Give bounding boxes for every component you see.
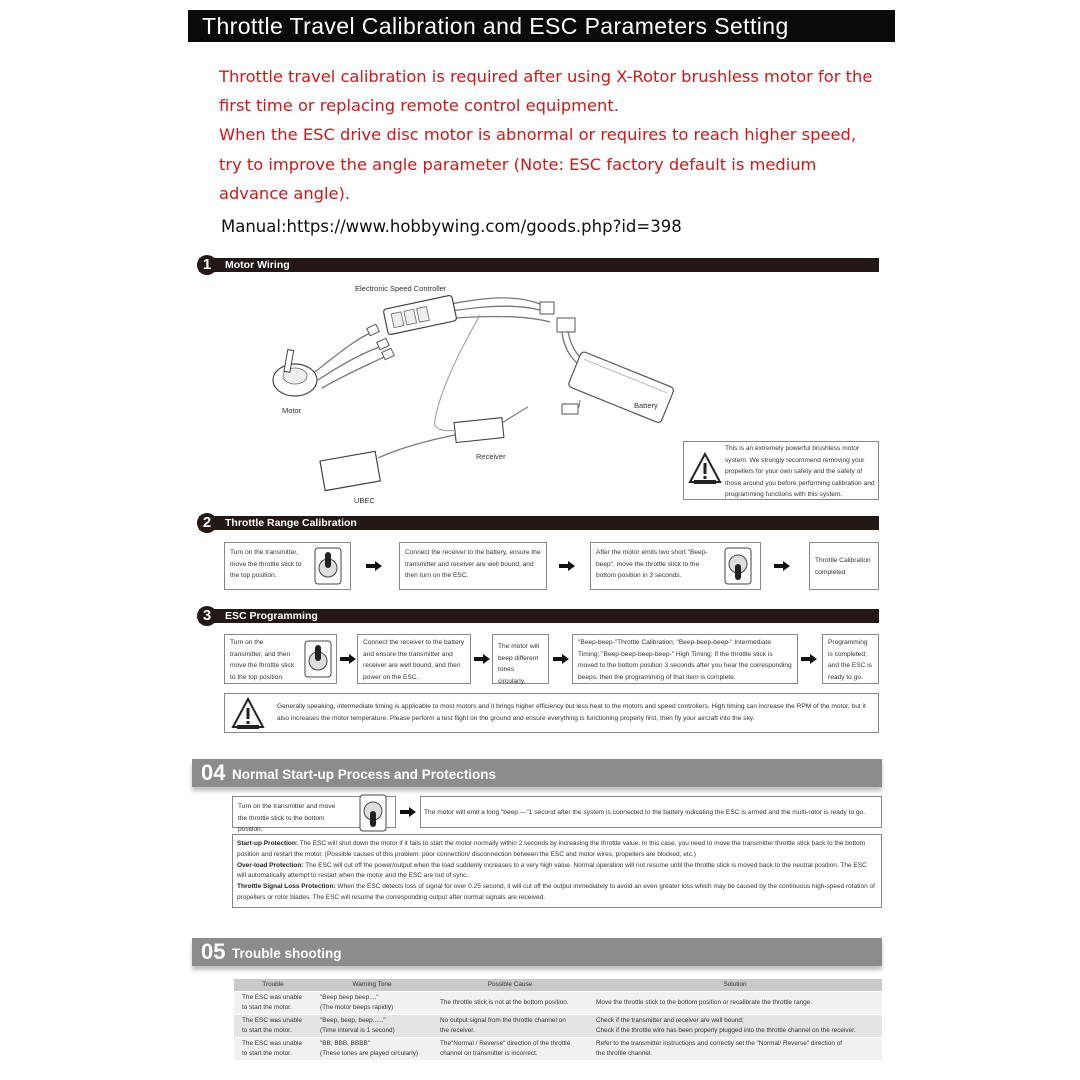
arrow-right-icon xyxy=(553,654,569,664)
step-text: After the motor emits two short "Beep-beep", move the throttle stick to the bottom position in 3 seconds. xyxy=(596,549,708,580)
troubleshooting-table xyxy=(234,979,882,1060)
step-text: Turn on the transmitter, and then move the throttle stick to the top position. xyxy=(230,639,295,681)
section-title: Throttle Range Calibration xyxy=(225,517,357,529)
section-header-troubleshooting xyxy=(192,938,882,966)
calibration-step-4 xyxy=(809,542,879,590)
step-text: Connect the receiver to the battery, ensure the transmitter and receiver are well bound, and then turn on the ESC. xyxy=(405,549,541,580)
programming-step-3 xyxy=(492,634,549,684)
esc-label: Electronic Speed Controller xyxy=(355,284,447,293)
section-title: Motor Wiring xyxy=(225,259,290,271)
tone-cell: "Beep, beep, beep......" (Time interval is 1 second) xyxy=(312,1014,432,1037)
warning-icon xyxy=(231,697,265,731)
arrow-right-icon xyxy=(559,561,575,571)
section-number: 1 xyxy=(197,255,217,275)
section-number: 3 xyxy=(197,606,217,626)
startup-step-2 xyxy=(420,796,882,828)
column-header: Possible Cause xyxy=(432,979,588,991)
arrow-right-icon xyxy=(801,654,817,664)
column-header: Solution xyxy=(588,979,882,991)
arrow-right-icon xyxy=(340,654,356,664)
throttle-stick-down-icon xyxy=(723,546,753,586)
note-2: When the ESC drive disc motor is abnormal or requires to reach higher speed, try to improve the angle parameter (Note: ESC factory default is medium advance angle). xyxy=(219,125,856,203)
protection-label: Over-load Protection: xyxy=(237,861,304,869)
section-title: Trouble shooting xyxy=(232,946,342,961)
timing-note-text: Generally speaking, intermediate timing is applicable to most motors and it brings higher efficiency but less heat to the motors and speed controllers. High timing can increase the RPM of the motor, but it also increases the motor temperature. Please perform a test flight on the ground and ensure everything is functioning properly first, then fly your aircraft into the sky. xyxy=(277,703,866,722)
motor-label: Motor xyxy=(282,406,302,415)
trouble-cell: The ESC was unable to start the motor. xyxy=(234,1014,312,1037)
arrow-right-icon xyxy=(474,654,490,664)
protection-label: Start-up Protection: xyxy=(237,840,299,847)
throttle-stick-down-icon xyxy=(358,793,388,833)
step-text: Throttle Calibration completed xyxy=(815,557,871,576)
warning-text: This is an extremely powerful brushless motor system. We strongly recommend removing your propellers for your own safety and the safety of those around you before performing calibration and programming functions with this system. xyxy=(725,445,875,498)
step-text: Turn on the transmitter, move the throttle stick to the top position. xyxy=(230,549,302,580)
timing-note-box xyxy=(224,693,879,733)
protection-text: The ESC will shut down the motor if it fails to start the motor normally within 2 seconds by increasing the throttle value. In this case, you need to move the transmitter throttle stick back to the bottom position and restart the motor. (Possible causes of this problem: poor connection/ disconnection between the ESC and motor wires, propellers are blocked, etc.) xyxy=(237,840,866,858)
warning-icon xyxy=(688,452,722,486)
tone-cell: "BB, BBB, BBBB" (These tones are played circularly) xyxy=(312,1037,432,1060)
step-text: The motor will emit a long "beep —"1 second after the system is connected to the battery indicating the ESC is armed and the multi-rotor is ready to go. xyxy=(424,809,866,816)
step-text: The motor will beep different tones circularly. xyxy=(498,643,540,685)
section-header-startup xyxy=(192,759,882,787)
section-header-throttle-calibration xyxy=(199,516,879,530)
wiring-diagram xyxy=(250,280,680,510)
signal-loss-protection xyxy=(237,882,877,904)
safety-warning-box xyxy=(683,441,879,500)
note-1: Throttle travel calibration is required after using X-Rotor brushless motor for the first time or replacing remote control equipment. xyxy=(219,67,873,116)
section-title: Normal Start-up Process and Protections xyxy=(232,767,497,782)
arrow-right-icon xyxy=(400,807,416,817)
ubec-label: UBEC xyxy=(354,496,375,505)
section-title: ESC Programming xyxy=(225,610,318,622)
solution-cell: Refer to the transmitter instructions and correctly set the "Normal/ Reverse" direction of the throttle channel. xyxy=(588,1037,882,1060)
section-number: 2 xyxy=(197,513,217,533)
startup-protection xyxy=(237,839,877,861)
step-text: "Beep-beep-"Throttle Calibration; "Beep-beep-beep-" Intermediate Timing; "Beep-beep-beep-beep-" High Timing; If the throttle stick is moved to the bottom position 3 seconds after you hear the corresponding beeps, then the programming of that item is complete. xyxy=(578,639,792,681)
throttle-stick-up-icon xyxy=(313,546,343,586)
title-bar xyxy=(188,10,895,42)
section-number: 05 xyxy=(201,939,226,964)
cause-cell: The throttle stick is not at the bottom position. xyxy=(432,991,588,1014)
column-header: Trouble xyxy=(234,979,312,991)
solution-cell: Move the throttle stick to the bottom position or recalibrate the throttle range. xyxy=(588,991,882,1014)
programming-step-5 xyxy=(822,634,879,684)
section-number: 04 xyxy=(201,760,226,785)
page-title: Throttle Travel Calibration and ESC Parameters Setting xyxy=(202,13,789,39)
protection-label: Throttle Signal Loss Protection: xyxy=(237,883,336,891)
table-row xyxy=(234,1014,882,1037)
column-header: Warning Tone xyxy=(312,979,432,991)
section-header-motor-wiring xyxy=(199,258,879,272)
battery-label: Battery xyxy=(634,401,658,410)
throttle-stick-up-icon xyxy=(303,639,333,679)
protection-text: The ESC will cut off the power/output when the load suddenly increases to a very high value. Normal operation will not resume until the throttle stick is moved back to the neutral position. The ESC will automatically attempt to restart when the motor and the ESC are out of sync. xyxy=(237,861,867,880)
programming-step-2 xyxy=(357,634,471,684)
step-text: Connect the receiver to the battery and ensure the transmitter and receiver are well bound, and then power on the ESC. xyxy=(363,639,465,681)
tone-cell: "Beep beep beep...." (The motor beeps rapidly) xyxy=(312,991,432,1014)
cause-cell: No output signal from the throttle channel on the receiver. xyxy=(432,1014,588,1037)
table-header-row xyxy=(234,979,882,991)
trouble-cell: The ESC was unable to start the motor. xyxy=(234,1037,312,1060)
trouble-cell: The ESC was unable to start the motor. xyxy=(234,991,312,1014)
receiver-label: Receiver xyxy=(476,452,506,461)
arrow-right-icon xyxy=(774,561,790,571)
cause-cell: The"Normal / Reverse" direction of the throttle channel on transmitter is incorrect. xyxy=(432,1037,588,1060)
wiring-illustration xyxy=(250,280,680,510)
table-row xyxy=(234,991,882,1014)
calibration-step-2 xyxy=(399,542,547,590)
arrow-right-icon xyxy=(366,561,382,571)
manual-link[interactable]: Manual:https://www.hobbywing.com/goods.php?id=398 xyxy=(221,217,682,236)
calibration-notes xyxy=(219,62,879,208)
protections-box xyxy=(232,834,882,908)
programming-step-4 xyxy=(572,634,798,684)
section-header-esc-programming xyxy=(199,609,879,623)
step-text: Turn on the transmitter and move the throttle stick to the bottom position. xyxy=(238,803,336,834)
step-text: Programming is completed; and the ESC is ready to go. xyxy=(828,639,872,681)
protection-text: When the ESC detects loss of signal for over 0.25 second, it will cut off the output immediately to avoid an even greater loss which may be caused by the continuous high-speed rotation of propellers or rotor blades. The ESC will resume the corresponding output after normal signals are received. xyxy=(237,883,875,901)
overload-protection xyxy=(237,861,877,883)
solution-cell: Check if the transmitter and receiver are well bound; Check if the throttle wire has been properly plugged into the throttle channel on the receiver. xyxy=(588,1014,882,1037)
table-row xyxy=(234,1037,882,1060)
